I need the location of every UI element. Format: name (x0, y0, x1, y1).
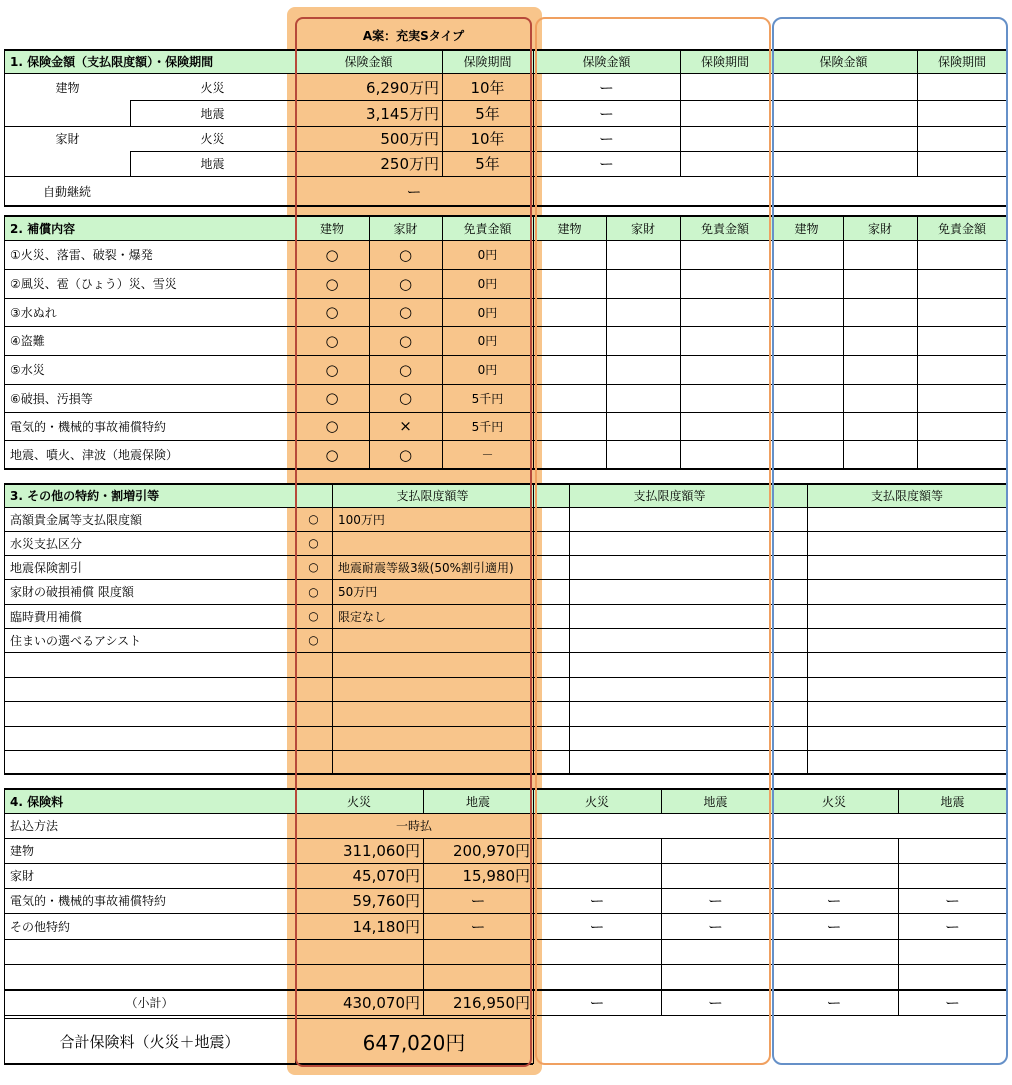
col-building-header: 建物 (319, 221, 344, 236)
grid-line (4, 484, 5, 774)
subtotal-other: ー (944, 994, 960, 1012)
coverage-contents-mark: ○ (398, 245, 413, 264)
rider-label: 臨時費用補償 (10, 609, 83, 624)
coverage-deductible: 5千円 (471, 419, 504, 434)
payment-value: 一時払 (395, 819, 432, 833)
rider-label: 高額貴金属等支払限度額 (10, 512, 143, 527)
coverage-label: ⑤水災 (10, 363, 45, 377)
rider-limit: 地震耐震等級3級(50%割引適用) (338, 560, 514, 575)
coverage-label: ④盗難 (10, 334, 45, 348)
premium-fire: 45,070円 (352, 867, 420, 885)
plan-b-frame (535, 17, 771, 1065)
coverage-contents-mark: ○ (398, 274, 413, 293)
coverage-contents-mark: ○ (398, 303, 413, 321)
coverage-building-mark: ○ (325, 417, 339, 435)
premium-quake: 15,980円 (462, 867, 530, 885)
col-quake-header: 地震 (703, 794, 728, 809)
premium-label: その他特約 (10, 919, 71, 934)
subtotal-other: ー (707, 994, 723, 1012)
premium-fire: 14,180円 (352, 917, 420, 936)
col-amount-header: 保険金額 (582, 55, 631, 69)
coverage-deductible: 0円 (477, 334, 498, 348)
grid-line (4, 789, 5, 1064)
coverage-building-mark: ○ (325, 445, 339, 464)
rider-mark: ○ (308, 609, 319, 623)
insured-amount: 500万円 (380, 130, 439, 148)
plan-c-fire: ー (826, 917, 842, 936)
coverage-building-mark: ○ (325, 389, 339, 407)
fire-label: 火災 (200, 80, 225, 95)
coverage-contents-mark: × (399, 417, 412, 435)
subtotal-other: ー (826, 994, 842, 1012)
coverage-contents-mark: ○ (398, 389, 413, 407)
subtotal-fire: 430,070円 (342, 994, 420, 1012)
col-contents-header: 家財 (630, 221, 655, 236)
total-label: 合計保険料（火災＋地震） (59, 1032, 240, 1051)
coverage-label: ③水ぬれ (10, 305, 57, 320)
subtotal-quake: 216,950円 (452, 994, 530, 1012)
insured-amount: 6,290万円 (366, 78, 439, 97)
plan-b-quake: ー (707, 917, 723, 936)
subtotal-other: ー (589, 994, 605, 1012)
grid-line (130, 100, 295, 101)
col-quake-header: 地震 (465, 794, 490, 809)
coverage-building-mark: ○ (325, 331, 339, 350)
quake-label: 地震 (200, 157, 225, 171)
section1-title: 1. 保険金額（支払限度額）・保険期間 (10, 55, 214, 69)
coverage-contents-mark: ○ (398, 331, 413, 350)
premium-quake: ー (470, 917, 486, 936)
col-contents-header: 家財 (867, 221, 892, 236)
coverage-building-mark: ○ (325, 303, 339, 321)
col-limit-header: 支払限度額等 (633, 489, 706, 503)
col-deductible-header: 免責金額 (937, 221, 986, 236)
rider-limit: 限定なし (338, 609, 387, 624)
rider-label: 住まいの選べるアシスト (10, 633, 142, 648)
premium-label: 建物 (10, 844, 35, 858)
coverage-building-mark: ○ (325, 245, 339, 264)
rider-mark: ○ (308, 536, 319, 550)
building-label: 建物 (55, 80, 80, 95)
insured-amount: 250万円 (380, 155, 439, 173)
col-period-header: 保険期間 (700, 55, 749, 69)
grid-line (130, 100, 131, 126)
premium-quake: ー (470, 892, 486, 910)
coverage-deductible: － (481, 448, 494, 462)
col-contents-header: 家財 (393, 221, 418, 236)
section3-title: 3. その他の特約・割増引等 (10, 489, 160, 503)
grid-line (130, 151, 131, 176)
coverage-contents-mark: ○ (398, 445, 413, 464)
plan-b-amount: ー (598, 104, 614, 123)
insured-period: 5年 (475, 104, 500, 123)
col-deductible-header: 免責金額 (463, 221, 512, 236)
rider-label: 家財の破損補償 限度額 (10, 585, 134, 599)
rider-mark: ○ (308, 633, 319, 647)
coverage-deductible: 0円 (477, 277, 498, 291)
col-limit-header: 支払限度額等 (396, 489, 469, 503)
premium-fire: 59,760円 (352, 892, 420, 910)
plan-c-quake: ー (944, 917, 960, 936)
insured-amount: 3,145万円 (366, 104, 439, 123)
col-fire-header: 火災 (821, 794, 846, 809)
rider-label: 地震保険割引 (10, 560, 83, 575)
coverage-building-mark: ○ (325, 360, 339, 379)
rider-limit: 50万円 (338, 585, 378, 599)
col-period-header: 保険期間 (463, 55, 512, 69)
col-building-header: 建物 (557, 221, 582, 236)
grid-line (4, 50, 5, 206)
col-building-header: 建物 (794, 221, 819, 236)
total-value: 647,020円 (362, 1030, 466, 1055)
plan-b-fire: ー (589, 892, 605, 910)
plan-c-frame (772, 17, 1008, 1065)
plan-a-frame (295, 17, 532, 1067)
coverage-label: ②風災、雹（ひょう）災、雪災 (10, 277, 177, 291)
coverage-deductible: 0円 (477, 248, 498, 262)
plan-b-fire: ー (589, 917, 605, 936)
plan-c-fire: ー (826, 892, 842, 910)
plan-c-quake: ー (944, 892, 960, 910)
coverage-deductible: 0円 (477, 305, 498, 320)
subtotal-label: （小計） (125, 996, 174, 1010)
rider-mark: ○ (308, 584, 319, 599)
rider-limit: 100万円 (338, 512, 385, 527)
grid-line (533, 484, 534, 774)
rider-mark: ○ (308, 560, 319, 574)
coverage-label: ①火災、落雷、破裂・爆発 (10, 248, 153, 262)
coverage-contents-mark: ○ (398, 360, 413, 379)
col-period-header: 保険期間 (937, 55, 986, 69)
grid-line (4, 216, 5, 469)
grid-line (533, 789, 534, 1064)
insured-period: 10年 (470, 78, 505, 97)
rider-label: 水災支払区分 (10, 536, 83, 551)
coverage-label: 地震、噴火、津波（地震保険） (10, 448, 179, 462)
contents-label: 家財 (55, 131, 80, 146)
col-fire-header: 火災 (346, 794, 371, 809)
insured-period: 10年 (470, 130, 505, 148)
coverage-label: ⑥破損、汚損等 (10, 391, 93, 406)
fire-label: 火災 (200, 132, 225, 146)
rider-mark: ○ (308, 512, 319, 526)
col-fire-header: 火災 (584, 794, 609, 809)
plan-b-amount: ー (598, 78, 614, 97)
premium-quake: 200,970円 (452, 842, 530, 860)
quake-label: 地震 (200, 106, 225, 121)
coverage-label: 電気的・機械的事故補償特約 (10, 419, 167, 434)
coverage-building-mark: ○ (325, 274, 339, 293)
grid-line (533, 216, 534, 469)
coverage-deductible: 0円 (477, 363, 498, 377)
premium-label: 電気的・機械的事故補償特約 (10, 894, 167, 908)
col-amount-header: 保険金額 (819, 55, 868, 69)
section4-title: 4. 保険料 (10, 794, 64, 809)
coverage-deductible: 5千円 (471, 391, 504, 406)
plan-b-quake: ー (707, 892, 723, 910)
col-deductible-header: 免責金額 (700, 221, 749, 236)
insured-period: 5年 (475, 155, 500, 173)
grid-line (130, 151, 295, 152)
plan-b-amount: ー (598, 155, 614, 173)
plan-title: A案：充実Sタイプ (362, 28, 465, 43)
plan-b-amount: ー (598, 130, 614, 148)
col-amount-header: 保険金額 (344, 55, 393, 69)
premium-label: 家財 (10, 869, 35, 883)
auto-renew-label: 自動継続 (42, 184, 91, 199)
payment-label: 払込方法 (10, 819, 59, 833)
grid-line (533, 50, 534, 206)
section2-title: 2. 補償内容 (10, 221, 76, 236)
premium-fire: 311,060円 (342, 842, 420, 860)
col-limit-header: 支払限度額等 (870, 489, 943, 503)
col-quake-header: 地震 (940, 794, 965, 809)
auto-renew-value: ー (406, 182, 422, 201)
